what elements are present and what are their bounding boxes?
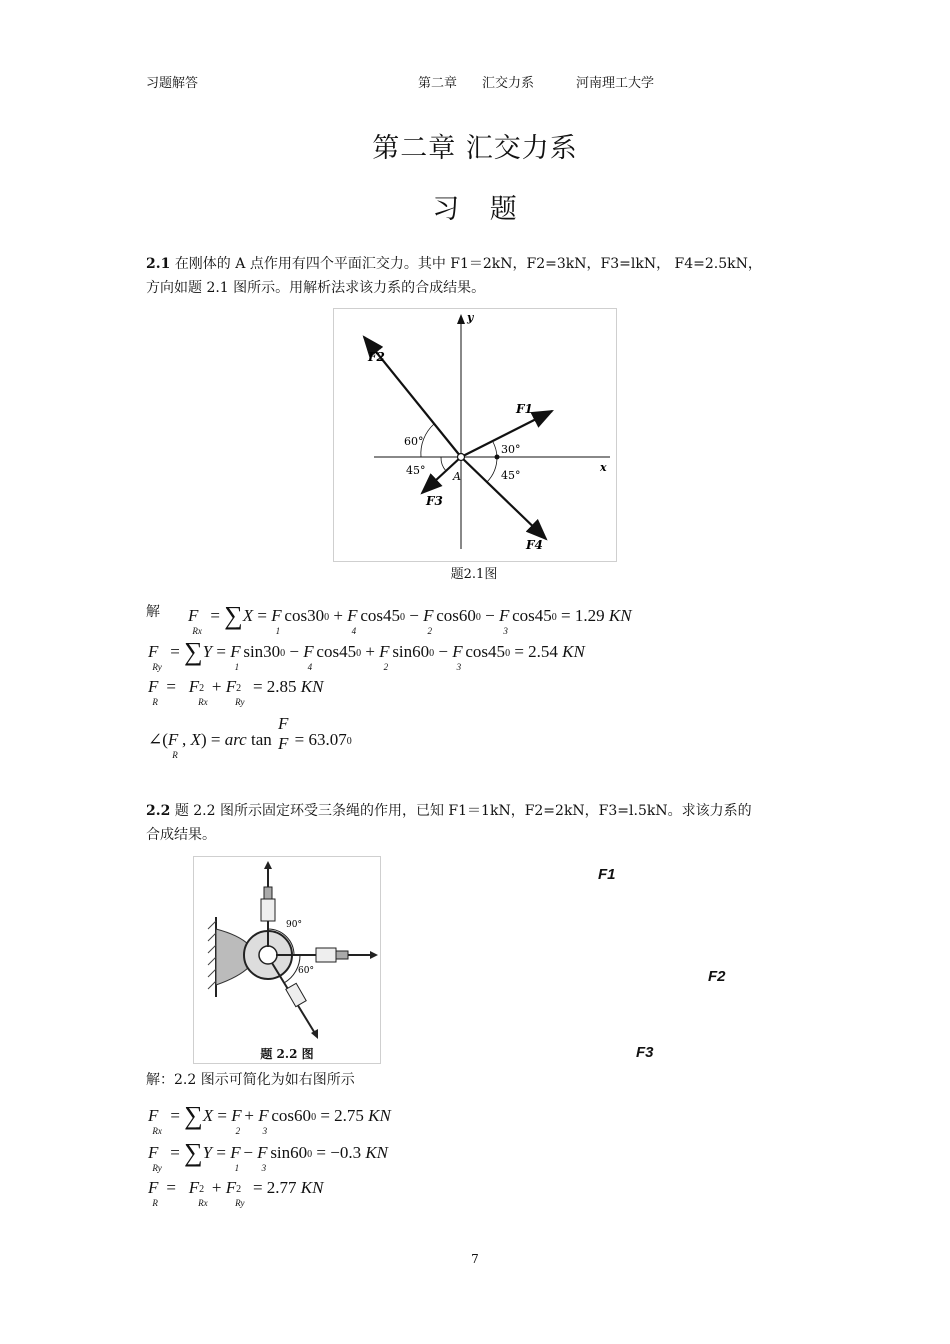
header-school: 河南理工大学 [576,76,655,91]
side-label-f1: F1 [598,866,616,883]
problem-2-1-number: 2.1 [146,256,171,272]
figure-2-1-caption: 题2.1图 [450,567,498,582]
header-topic: 汇交力系 [482,76,535,91]
f1-label: F1 [516,402,533,416]
chapter-title: 第二章 汇交力系 [372,133,578,164]
problem-2-1-text [146,252,816,300]
equation-2-2-fry: $F_{Ry} = \sum Y = F_1 - F_3$ sin600 = −0.3 KN [148,1138,389,1173]
f4-label: F4 [526,538,543,552]
equation-2-2-fr: $F_R = F2_{Rx} + F2_{Ry} = 2.77$ KN [148,1178,324,1208]
point-a-label: A [453,470,461,483]
equation-2-1-fry: $F_{Ry} = \sum Y = F_1$ $\sin 300 - F_4$ $\cos 450 + F_2$ $\sin 600 - F_3$ cos450 = 2.54 KN [148,637,585,672]
problem-2-1-line2: 方向如题 2.1 图所示。用解析法求该力系的合成结果。 [146,280,486,296]
figure-2-1 [333,308,617,562]
angle-45-right-label: 45° [501,469,521,482]
figure-2-2 [193,856,381,1064]
equation-2-2-frx: $F_{Rx} = \sum X = F_2 + F_3$ cos600 = 2.75 KN [148,1101,391,1136]
problem-2-1-line1: 在刚体的 A 点作用有四个平面汇交力。其中 F1＝2kN，F2=3kN，F3=lkN， F4=2.5kN， [174,256,762,272]
section-title: 习 题 [432,194,518,225]
force-diagram-2-1 [334,309,616,561]
angle-60-label-2: 60° [298,966,314,976]
problem-2-2-text [146,799,816,847]
point-a-marker [458,454,465,461]
problem-2-2-line2: 合成结果。 [146,827,216,843]
problem-2-2-number: 2.2 [146,803,171,819]
equation-2-1-fr: $F_R = F2_{Rx} + F2_{Ry} = 2.85$ KN [148,677,324,707]
x-axis-label: x [600,461,607,474]
solution-2-1-label: 解 [146,604,160,620]
problem-2-2-line1: 题 2.2 图所示固定环受三条绳的作用，已知 F1＝1kN，F2=2kN，F3=l.5kN。求该力系的 [174,803,752,819]
angle-60-label: 60° [404,435,424,448]
header-left: 习题解答 [146,76,199,91]
header-chapter: 第二章 [418,76,458,91]
figure-2-2-caption: 题 2.2 图 [260,1047,314,1061]
equation-2-1-angle: $\angle(F_R$ , X) = arc tan F F = 63.070 [148,714,352,760]
angle-30-label: 30° [501,443,521,456]
solution-2-2-intro: 解：2.2 图示可简化为如右图所示 [146,1072,355,1088]
side-label-f3: F3 [636,1044,654,1061]
angle-45-left-label: 45° [406,464,426,477]
side-label-f2: F2 [708,968,726,985]
y-axis-label: y [467,311,474,324]
f2-label: F2 [368,350,385,364]
page-number: 7 [471,1252,479,1266]
equation-2-1-frx: $F_{Rx} = \sum X = F_1$ $\cos 300 + F_4$ $\cos 450 - F_2$ $\cos 600 - F_3$ cos450 = 1.29 KN [188,601,632,636]
f3-label: F3 [426,494,443,508]
fixed-ring-diagram [194,857,380,1063]
angle-90-label: 90° [286,920,302,930]
